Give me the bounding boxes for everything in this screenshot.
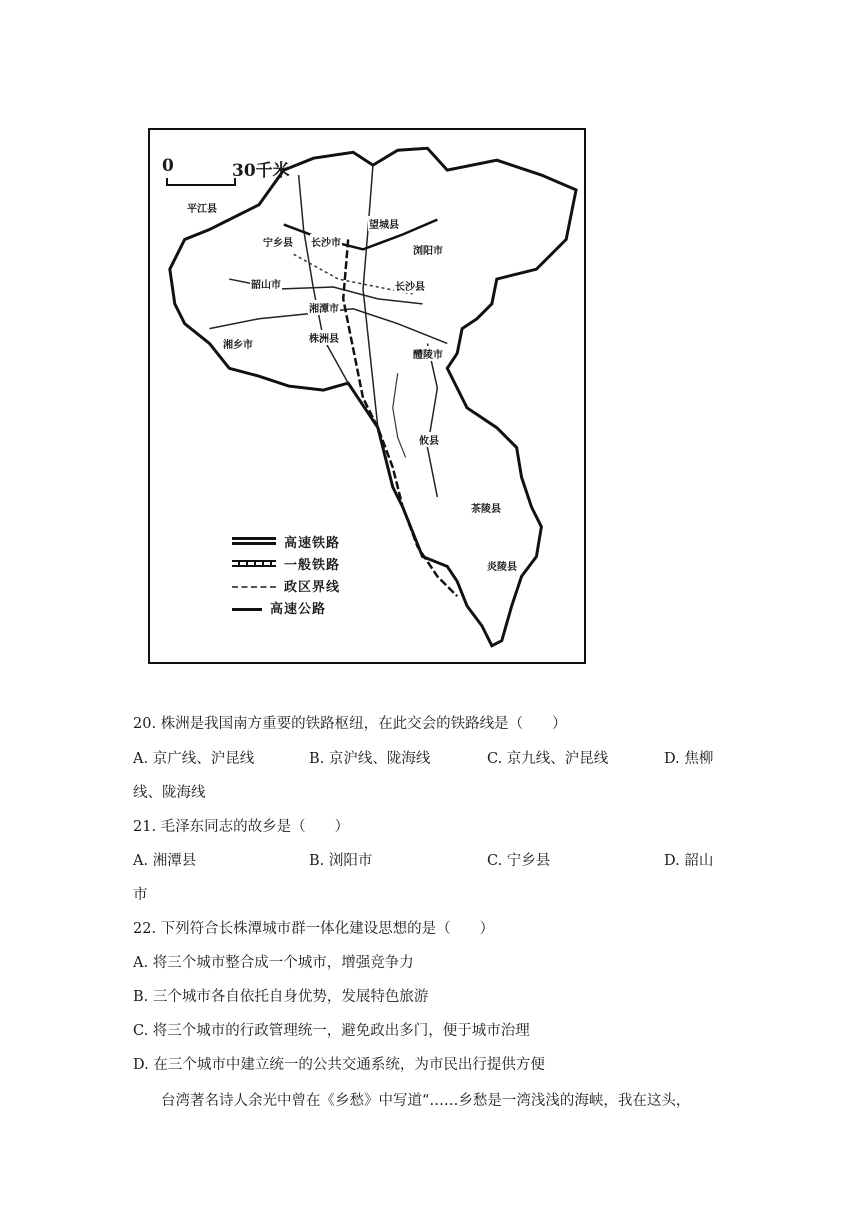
question-22-option-c[interactable]: C. 将三个城市的行政管理统一，避免政出多门，便于城市治理 <box>133 1023 530 1039</box>
question-20-stem: 20. 株洲是我国南方重要的铁路枢纽，在此交会的铁路线是（ ） <box>133 716 567 732</box>
legend-item <box>232 552 372 574</box>
question-20-option-d[interactable]: D. 焦柳 <box>664 751 714 767</box>
question-21-option-d-continued: 市 <box>133 887 148 903</box>
city-label: 长沙市 <box>310 234 342 249</box>
question-21-option-d[interactable]: D. 韶山 <box>664 853 714 869</box>
question-20-option-b[interactable]: B. 京沪线、陇海线 <box>309 751 431 767</box>
scale-bar <box>162 156 292 186</box>
high-speed-rail-icon <box>232 537 276 545</box>
city-label: 湘乡市 <box>222 336 254 351</box>
region-map <box>148 128 586 664</box>
city-label: 茶陵县 <box>470 500 502 515</box>
question-21-option-a[interactable]: A. 湘潭县 <box>133 853 197 869</box>
city-label: 湘潭市 <box>308 300 340 315</box>
railway-icon <box>232 560 276 567</box>
question-20-option-c[interactable]: C. 京九线、沪昆线 <box>487 751 609 767</box>
legend-label: 政区界线 <box>284 579 341 595</box>
question-21-option-c[interactable]: C. 宁乡县 <box>487 853 551 869</box>
city-label: 浏阳市 <box>412 242 444 257</box>
legend-item <box>232 596 372 618</box>
city-label: 望城县 <box>368 216 400 231</box>
city-label: 炎陵县 <box>486 558 518 573</box>
city-label: 平江县 <box>186 200 218 215</box>
question-21-stem: 21. 毛泽东同志的故乡是（ ） <box>133 819 350 835</box>
city-label: 攸县 <box>418 432 440 447</box>
question-22-option-d[interactable]: D. 在三个城市中建立统一的公共交通系统，为市民出行提供方便 <box>133 1057 545 1073</box>
scale-zero-label: 0 <box>162 156 174 176</box>
city-label: 宁乡县 <box>262 234 294 249</box>
question-20-option-a[interactable]: A. 京广线、沪昆线 <box>133 751 255 767</box>
legend-label: 高速铁路 <box>284 535 341 551</box>
city-label: 株洲县 <box>308 330 340 345</box>
passage-text: 台湾著名诗人余光中曾在《乡愁》中写道“……乡愁是一湾浅浅的海峡，我在这头， <box>161 1093 691 1109</box>
question-22-stem: 22. 下列符合长株潭城市群一体化建设思想的是（ ） <box>133 921 495 937</box>
expressway-icon <box>232 608 262 611</box>
question-20-option-d-continued: 线、陇海线 <box>133 785 206 801</box>
legend-label: 高速公路 <box>270 601 327 617</box>
city-label: 韶山市 <box>250 276 282 291</box>
legend-item <box>232 530 372 552</box>
question-22-option-b[interactable]: B. 三个城市各自依托自身优势，发展特色旅游 <box>133 989 429 1005</box>
scale-bar-line <box>166 178 236 186</box>
city-label: 长沙县 <box>394 278 426 293</box>
scale-distance-label: 30千米 <box>232 161 290 181</box>
city-label: 醴陵市 <box>412 346 444 361</box>
legend-item <box>232 574 372 596</box>
question-22-option-a[interactable]: A. 将三个城市整合成一个城市，增强竞争力 <box>133 955 414 971</box>
map-legend <box>232 530 372 618</box>
legend-label: 一般铁路 <box>284 557 341 573</box>
question-21-option-b[interactable]: B. 浏阳市 <box>309 853 373 869</box>
admin-border-icon <box>232 586 276 588</box>
